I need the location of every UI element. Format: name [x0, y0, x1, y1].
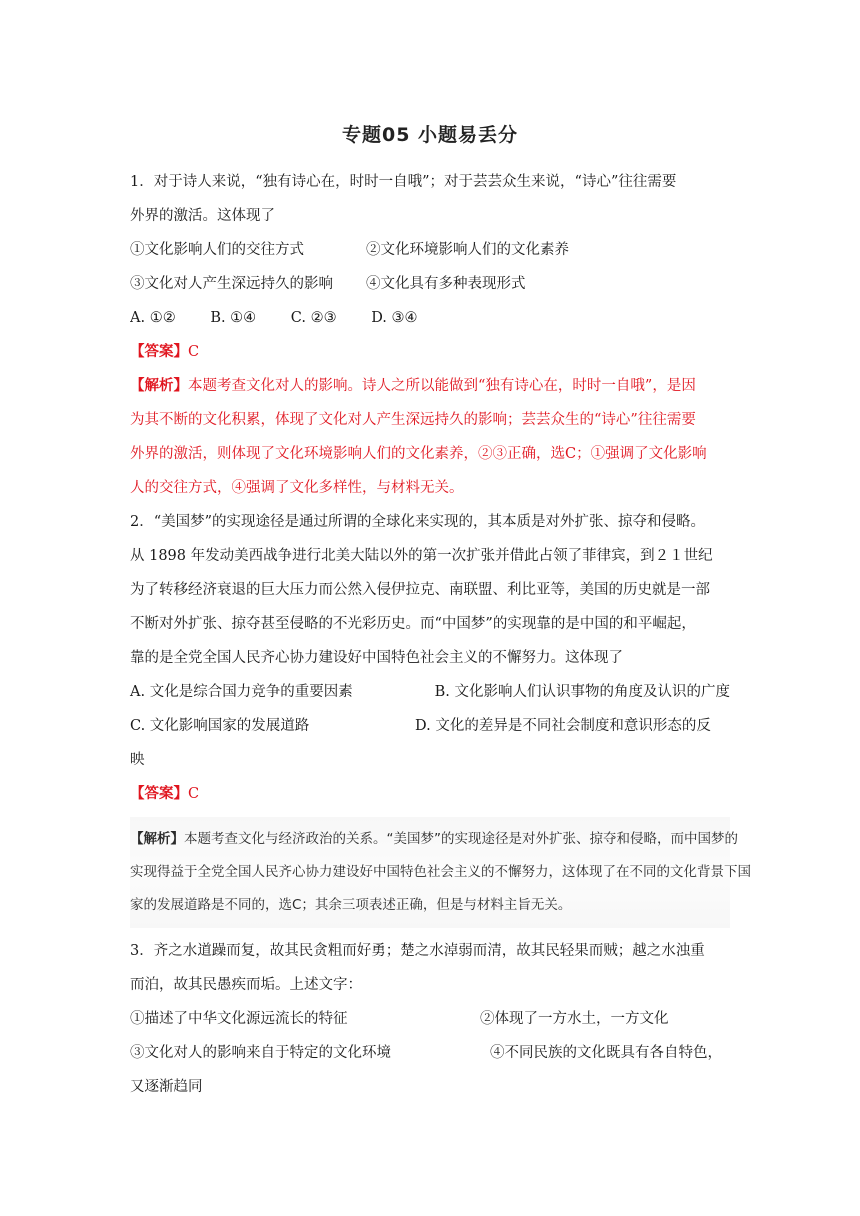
q1-item-4: ④文化具有多种表现形式: [366, 276, 526, 292]
q2-option-a: A. 文化是综合国力竞争的重要因素: [130, 684, 353, 700]
q3-item-3: ③文化对人的影响来自于特定的文化环境: [130, 1045, 391, 1061]
q2-answer: [130, 777, 730, 811]
q2-analysis-line-3: 家的发展道路是不同的，选C；其余三项表述正确，但是与材料主旨无关。: [130, 897, 572, 913]
q1-items-row-2: [130, 267, 730, 301]
q3-items-row-1: [130, 1002, 730, 1036]
q2-answer-tag: 【答案】: [130, 785, 188, 802]
q3-items-row-2: [130, 1036, 730, 1070]
q1-analysis: [130, 369, 730, 505]
page-title: 专题05 小题易丢分: [341, 124, 519, 146]
q2-analysis-tag: 【解析】: [130, 831, 184, 847]
q1-item-1: ①文化影响人们的交往方式: [130, 242, 304, 258]
q2-answer-value: C: [188, 786, 200, 802]
q3-stem-line-2: 而泊，故其民愚疾而垢。上述文字：: [130, 977, 362, 993]
question-1: [130, 165, 730, 505]
q3-item-2: ②体现了一方水土，一方文化: [480, 1011, 669, 1027]
q3-stem-line-1: 3．齐之水道躁而复，故其民贪粗而好勇；楚之水淖弱而清，故其民轻果而贼；越之水浊重: [130, 943, 705, 959]
q1-analysis-line-3: 外界的激活，则体现了文化环境影响人们的文化素养，②③正确，选C；①强调了文化影响: [130, 446, 707, 462]
q1-analysis-line-2: 为其不断的文化积累，体现了文化对人产生深远持久的影响；芸芸众生的“诗心”往往需要: [130, 412, 696, 428]
q1-analysis-tag: 【解析】: [130, 377, 188, 394]
q2-stem-line-2: 从 1898 年发动美西战争进行北美大陆以外的第一次扩张并借此占领了菲律宾，到２１世纪: [130, 548, 713, 564]
q2-stem-line-5: 靠的是全党全国人民齐心协力建设好中国特色社会主义的不懈努力。这体现了: [130, 650, 623, 666]
q1-options: [130, 301, 730, 335]
q2-analysis-line-1: 本题考查文化与经济政治的关系。“美国梦”的实现途径是对外扩张、掠夺和侵略，而中国梦的: [184, 831, 738, 847]
q1-option-d: D. ③④: [371, 310, 418, 326]
q2-options-row-1: [130, 675, 730, 709]
q1-analysis-line-4: 人的交往方式，④强调了文化多样性，与材料无关。: [130, 480, 464, 496]
q2-option-c: C. 文化影响国家的发展道路: [130, 718, 310, 734]
q2-stem-line-4: 不断对外扩张、掠夺甚至侵略的不光彩历史。而“中国梦”的实现靠的是中国的和平崛起，: [130, 616, 696, 632]
q2-stem-line-3: 为了转移经济衰退的巨大压力而公然入侵伊拉克、南联盟、利比亚等，美国的历史就是一部: [130, 582, 710, 598]
q1-item-2: ②文化环境影响人们的文化素养: [366, 242, 569, 258]
q3-item-4: ④不同民族的文化既具有各自特色，: [490, 1045, 722, 1061]
q1-stem-line-2: 外界的激活。这体现了: [130, 208, 275, 224]
q2-option-d-cont: 映: [130, 752, 145, 768]
q2-analysis-line-2: 实现得益于全党全国人民齐心协力建设好中国特色社会主义的不懈努力，这体现了在不同的文化背景下国: [130, 864, 751, 880]
q3-item-4-cont: 又逐渐趋同: [130, 1079, 203, 1095]
question-2: [130, 505, 751, 928]
q1-answer-tag: 【答案】: [130, 343, 188, 360]
q1-items-row-1: [130, 233, 730, 267]
q2-option-b: B. 文化影响人们认识事物的角度及认识的广度: [434, 684, 730, 700]
q1-option-b: B. ①④: [210, 310, 257, 326]
q1-answer: [130, 335, 730, 369]
q1-stem-line-1: 1．对于诗人来说，“独有诗心在，时时一自哦”；对于芸芸众生来说，“诗心”往往需要: [130, 174, 677, 190]
q2-analysis: [130, 817, 751, 928]
q1-item-3: ③文化对人产生深远持久的影响: [130, 276, 333, 292]
q2-options-row-2: [130, 709, 730, 743]
q1-answer-value: C: [188, 344, 200, 360]
q3-item-1: ①描述了中华文化源远流长的特征: [130, 1011, 348, 1027]
q2-stem-line-1: 2．“美国梦”的实现途径是通过所谓的全球化来实现的，其本质是对外扩张、掠夺和侵略。: [130, 514, 706, 530]
document-page: [130, 120, 751, 1104]
question-3: [130, 934, 730, 1104]
q2-option-d: D. 文化的差异是不同社会制度和意识形态的反: [415, 718, 711, 734]
q1-analysis-line-1: 本题考查文化对人的影响。诗人之所以能做到“独有诗心在，时时一自哦”，是因: [188, 378, 696, 394]
q1-option-a: A. ①②: [130, 310, 176, 326]
q1-option-c: C. ②③: [290, 310, 337, 326]
